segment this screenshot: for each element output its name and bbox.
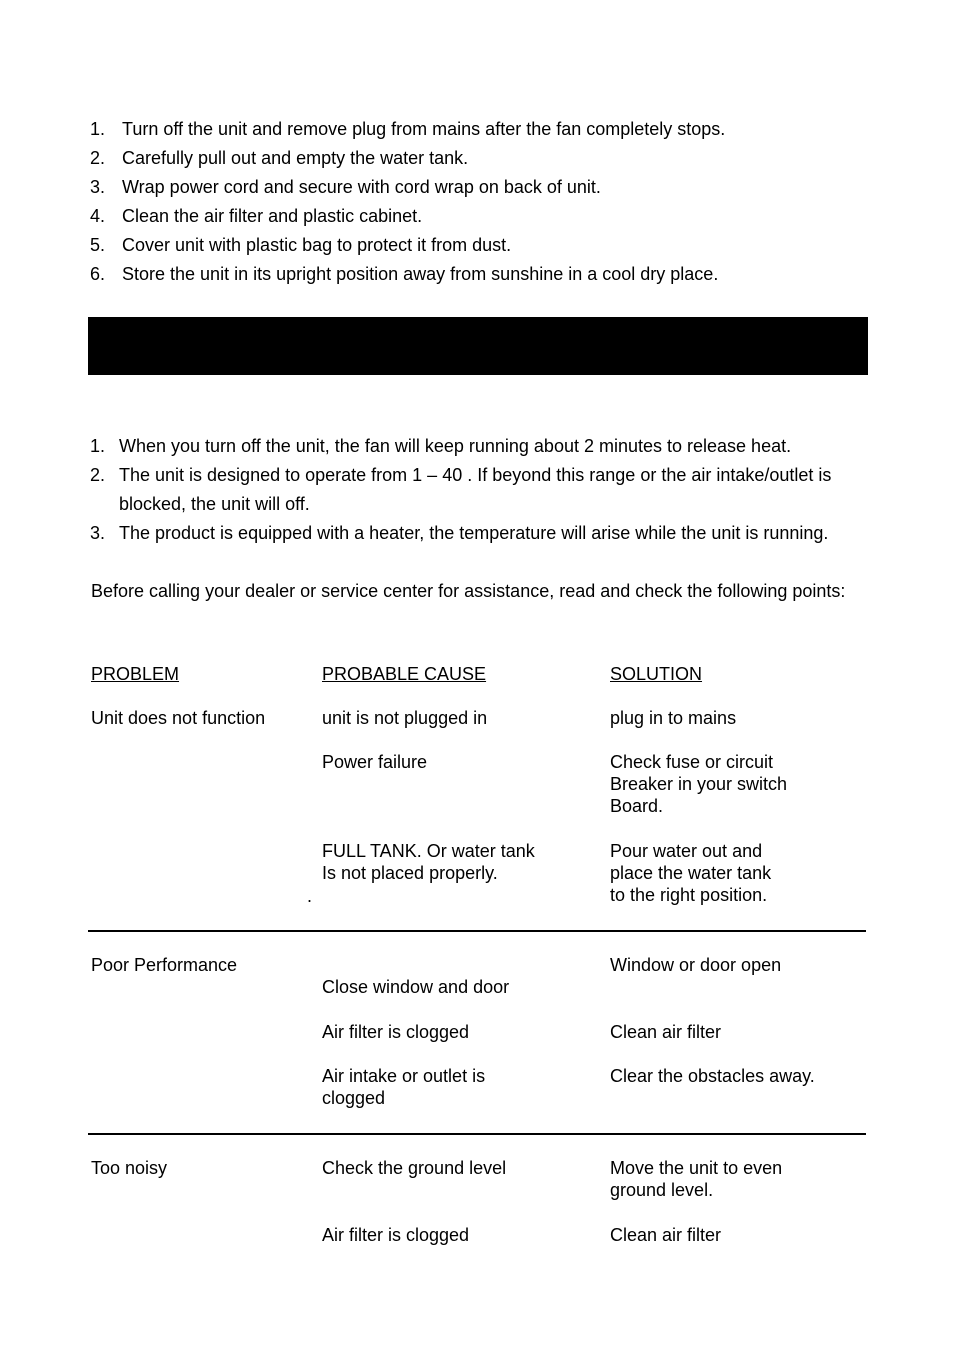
list-item: 3. The product is equipped with a heater, the temperature will arise while the unit is running. [90, 523, 829, 543]
table-cell-solution: Clean air filter [610, 1022, 722, 1042]
header-probable-cause: PROBABLE CAUSE [322, 664, 487, 684]
list-item: 1. When you turn off the unit, the fan will keep running about 2 minutes to release heat. [90, 436, 792, 456]
header-solution: SOLUTION [610, 664, 703, 684]
table-cell-solution: Check fuse or circuit Breaker in your switch Board. [610, 752, 788, 816]
list-item: 1. Turn off the unit and remove plug from mains after the fan completely stops. [90, 119, 726, 139]
list-item: 2. The unit is designed to operate from 1 – 40 . If beyond this range or the air intake/outlet is blocked, the unit will off. [90, 465, 832, 514]
row-divider [88, 1133, 866, 1135]
table-cell-problem: Unit does not function [91, 708, 266, 728]
table-cell-problem: Poor Performance [91, 955, 238, 975]
table-cell-solution: Clear the obstacles away. [610, 1066, 815, 1086]
table-cell-cause: Close window and door [322, 977, 510, 997]
table-cell-solution: plug in to mains [610, 708, 737, 728]
intro-paragraph: Before calling your dealer or service center for assistance, read and check the following points: [91, 581, 846, 601]
table-cell-cause: Air filter is clogged [322, 1022, 470, 1042]
table-cell-cause: unit is not plugged in [322, 708, 488, 728]
storage-steps-list [90, 115, 890, 289]
list-item: 5. Cover unit with plastic bag to protect it from dust. [90, 235, 512, 255]
table-cell-solution: Window or door open [610, 955, 782, 975]
list-item: 2. Carefully pull out and empty the water tank. [90, 148, 469, 168]
table-cell-cause: FULL TANK. Or water tank Is not placed properly. [322, 841, 535, 883]
row-divider [88, 930, 866, 932]
list-item: 4. Clean the air filter and plastic cabinet. [90, 206, 423, 226]
table-cell-cause: Check the ground level [322, 1158, 507, 1178]
list-item: 3. Wrap power cord and secure with cord wrap on back of unit. [90, 177, 601, 197]
table-cell-cause: Power failure [322, 752, 428, 772]
table-cell-cause: Air filter is clogged [322, 1225, 470, 1245]
section-header-bar [88, 317, 868, 375]
notes-list [90, 432, 870, 548]
table-cell-cause: Air intake or outlet is clogged [322, 1066, 486, 1108]
table-cell-solution: Move the unit to even ground level. [610, 1158, 783, 1200]
table-cell-solution: Pour water out and place the water tank to the right position. [610, 841, 772, 905]
stray-dot: . [307, 886, 313, 906]
header-problem: PROBLEM [91, 664, 180, 684]
table-cell-problem: Too noisy [91, 1158, 168, 1178]
list-item: 6. Store the unit in its upright position away from sunshine in a cool dry place. [90, 264, 719, 284]
table-cell-solution: Clean air filter [610, 1225, 722, 1245]
